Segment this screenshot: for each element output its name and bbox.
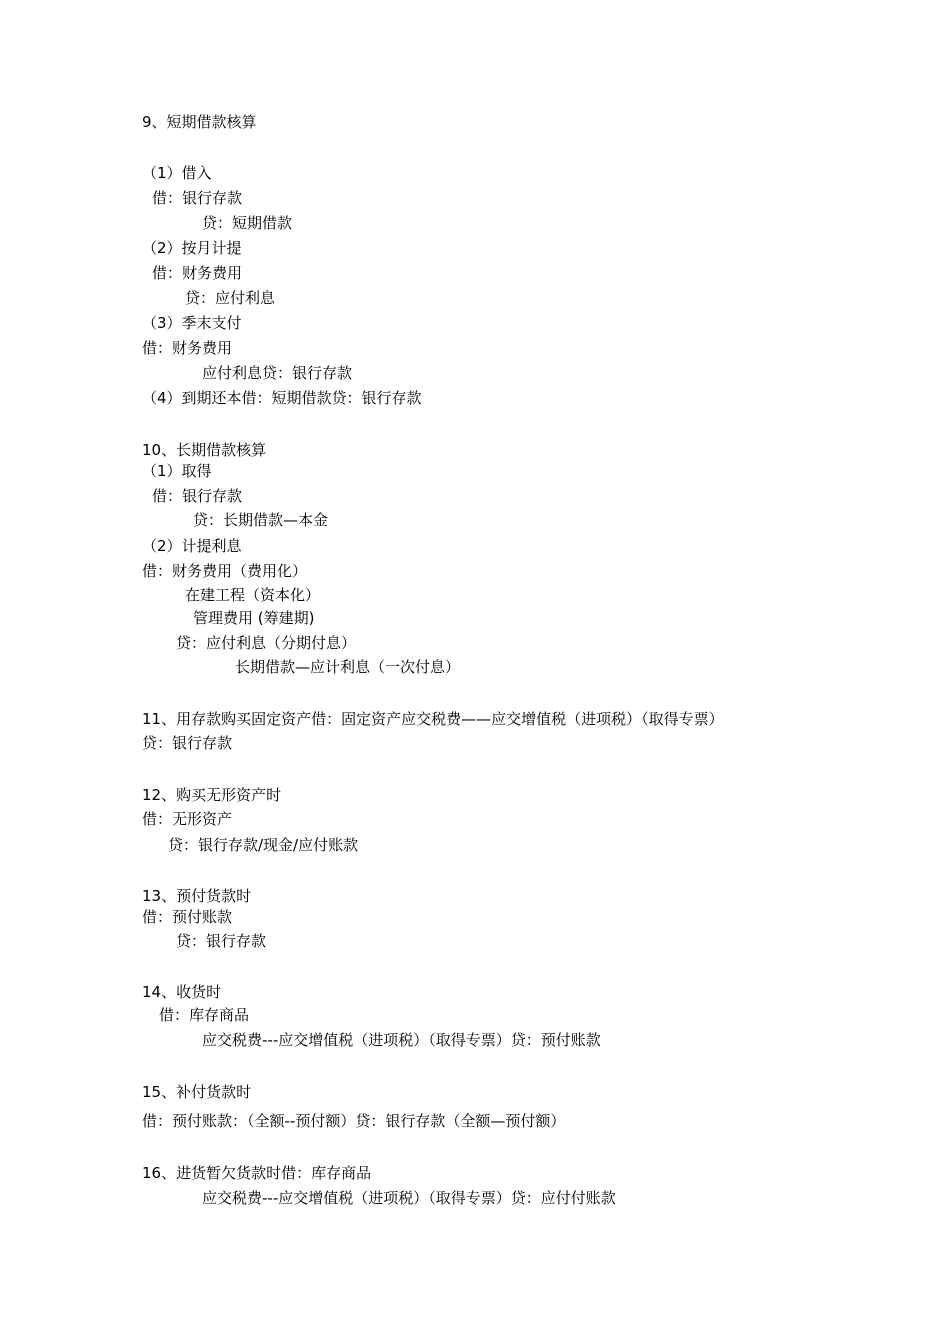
- section-14-heading: 14、收货时: [142, 983, 222, 1001]
- section-9-line-7: （3）季末支付: [142, 314, 242, 332]
- section-15-heading: 15、补付货款时: [142, 1083, 252, 1101]
- section-9-line-5: 借：财务费用: [152, 264, 243, 282]
- section-10-line-1: （1）取得: [142, 462, 212, 480]
- section-12-line-1: 借：无形资产: [142, 810, 233, 828]
- section-9-line-9: 应付利息贷：银行存款: [202, 364, 353, 382]
- section-9-heading: 9、短期借款核算: [142, 113, 257, 131]
- section-14-line-1: 借：库存商品: [159, 1006, 250, 1024]
- section-9-line-4: （2）按月计提: [142, 239, 242, 257]
- section-10-line-7: 管理费用 (筹建期): [193, 609, 315, 627]
- section-9-line-3: 贷：短期借款: [202, 214, 293, 232]
- section-10-line-4: （2）计提利息: [142, 537, 242, 555]
- section-13-heading: 13、预付货款时: [142, 887, 252, 905]
- section-15-line-1: 借：预付账款：（全额--预付额）贷：银行存款（全额—预付额）: [142, 1112, 566, 1130]
- section-10-line-8: 贷：应付利息（分期付息）: [176, 634, 357, 652]
- section-9-line-1: （1）借入: [142, 164, 212, 182]
- section-9-line-10: （4）到期还本借：短期借款贷：银行存款: [142, 389, 422, 407]
- section-10-line-3: 贷：长期借款—本金: [193, 511, 329, 529]
- section-13-line-2: 贷：银行存款: [176, 932, 267, 950]
- section-10-line-5: 借：财务费用（费用化）: [142, 562, 308, 580]
- section-10-heading: 10、长期借款核算: [142, 441, 267, 459]
- section-14-line-2: 应交税费---应交增值税（进项税）（取得专票）贷：预付账款: [202, 1031, 601, 1049]
- section-16-heading: 16、进货暂欠货款时借：库存商品: [142, 1164, 372, 1182]
- section-10-line-2: 借：银行存款: [152, 487, 243, 505]
- section-9-line-6: 贷：应付利息: [185, 289, 276, 307]
- section-10-line-6: 在建工程（资本化）: [185, 586, 321, 604]
- section-11-heading: 11、用存款购买固定资产借：固定资产应交税费——应交增值税（进项税）（取得专票）: [142, 710, 724, 728]
- section-12-heading: 12、购买无形资产时: [142, 786, 282, 804]
- section-9-line-2: 借：银行存款: [152, 189, 243, 207]
- section-10-line-9: 长期借款—应计利息（一次付息）: [235, 658, 461, 676]
- section-9-line-8: 借：财务费用: [142, 339, 233, 357]
- section-12-line-2: 贷：银行存款/现金/应付账款: [168, 836, 359, 854]
- section-11-line-1: 贷：银行存款: [142, 734, 233, 752]
- section-16-line-1: 应交税费---应交增值税（进项税）（取得专票）贷：应付付账款: [202, 1189, 616, 1207]
- section-13-line-1: 借：预付账款: [142, 908, 233, 926]
